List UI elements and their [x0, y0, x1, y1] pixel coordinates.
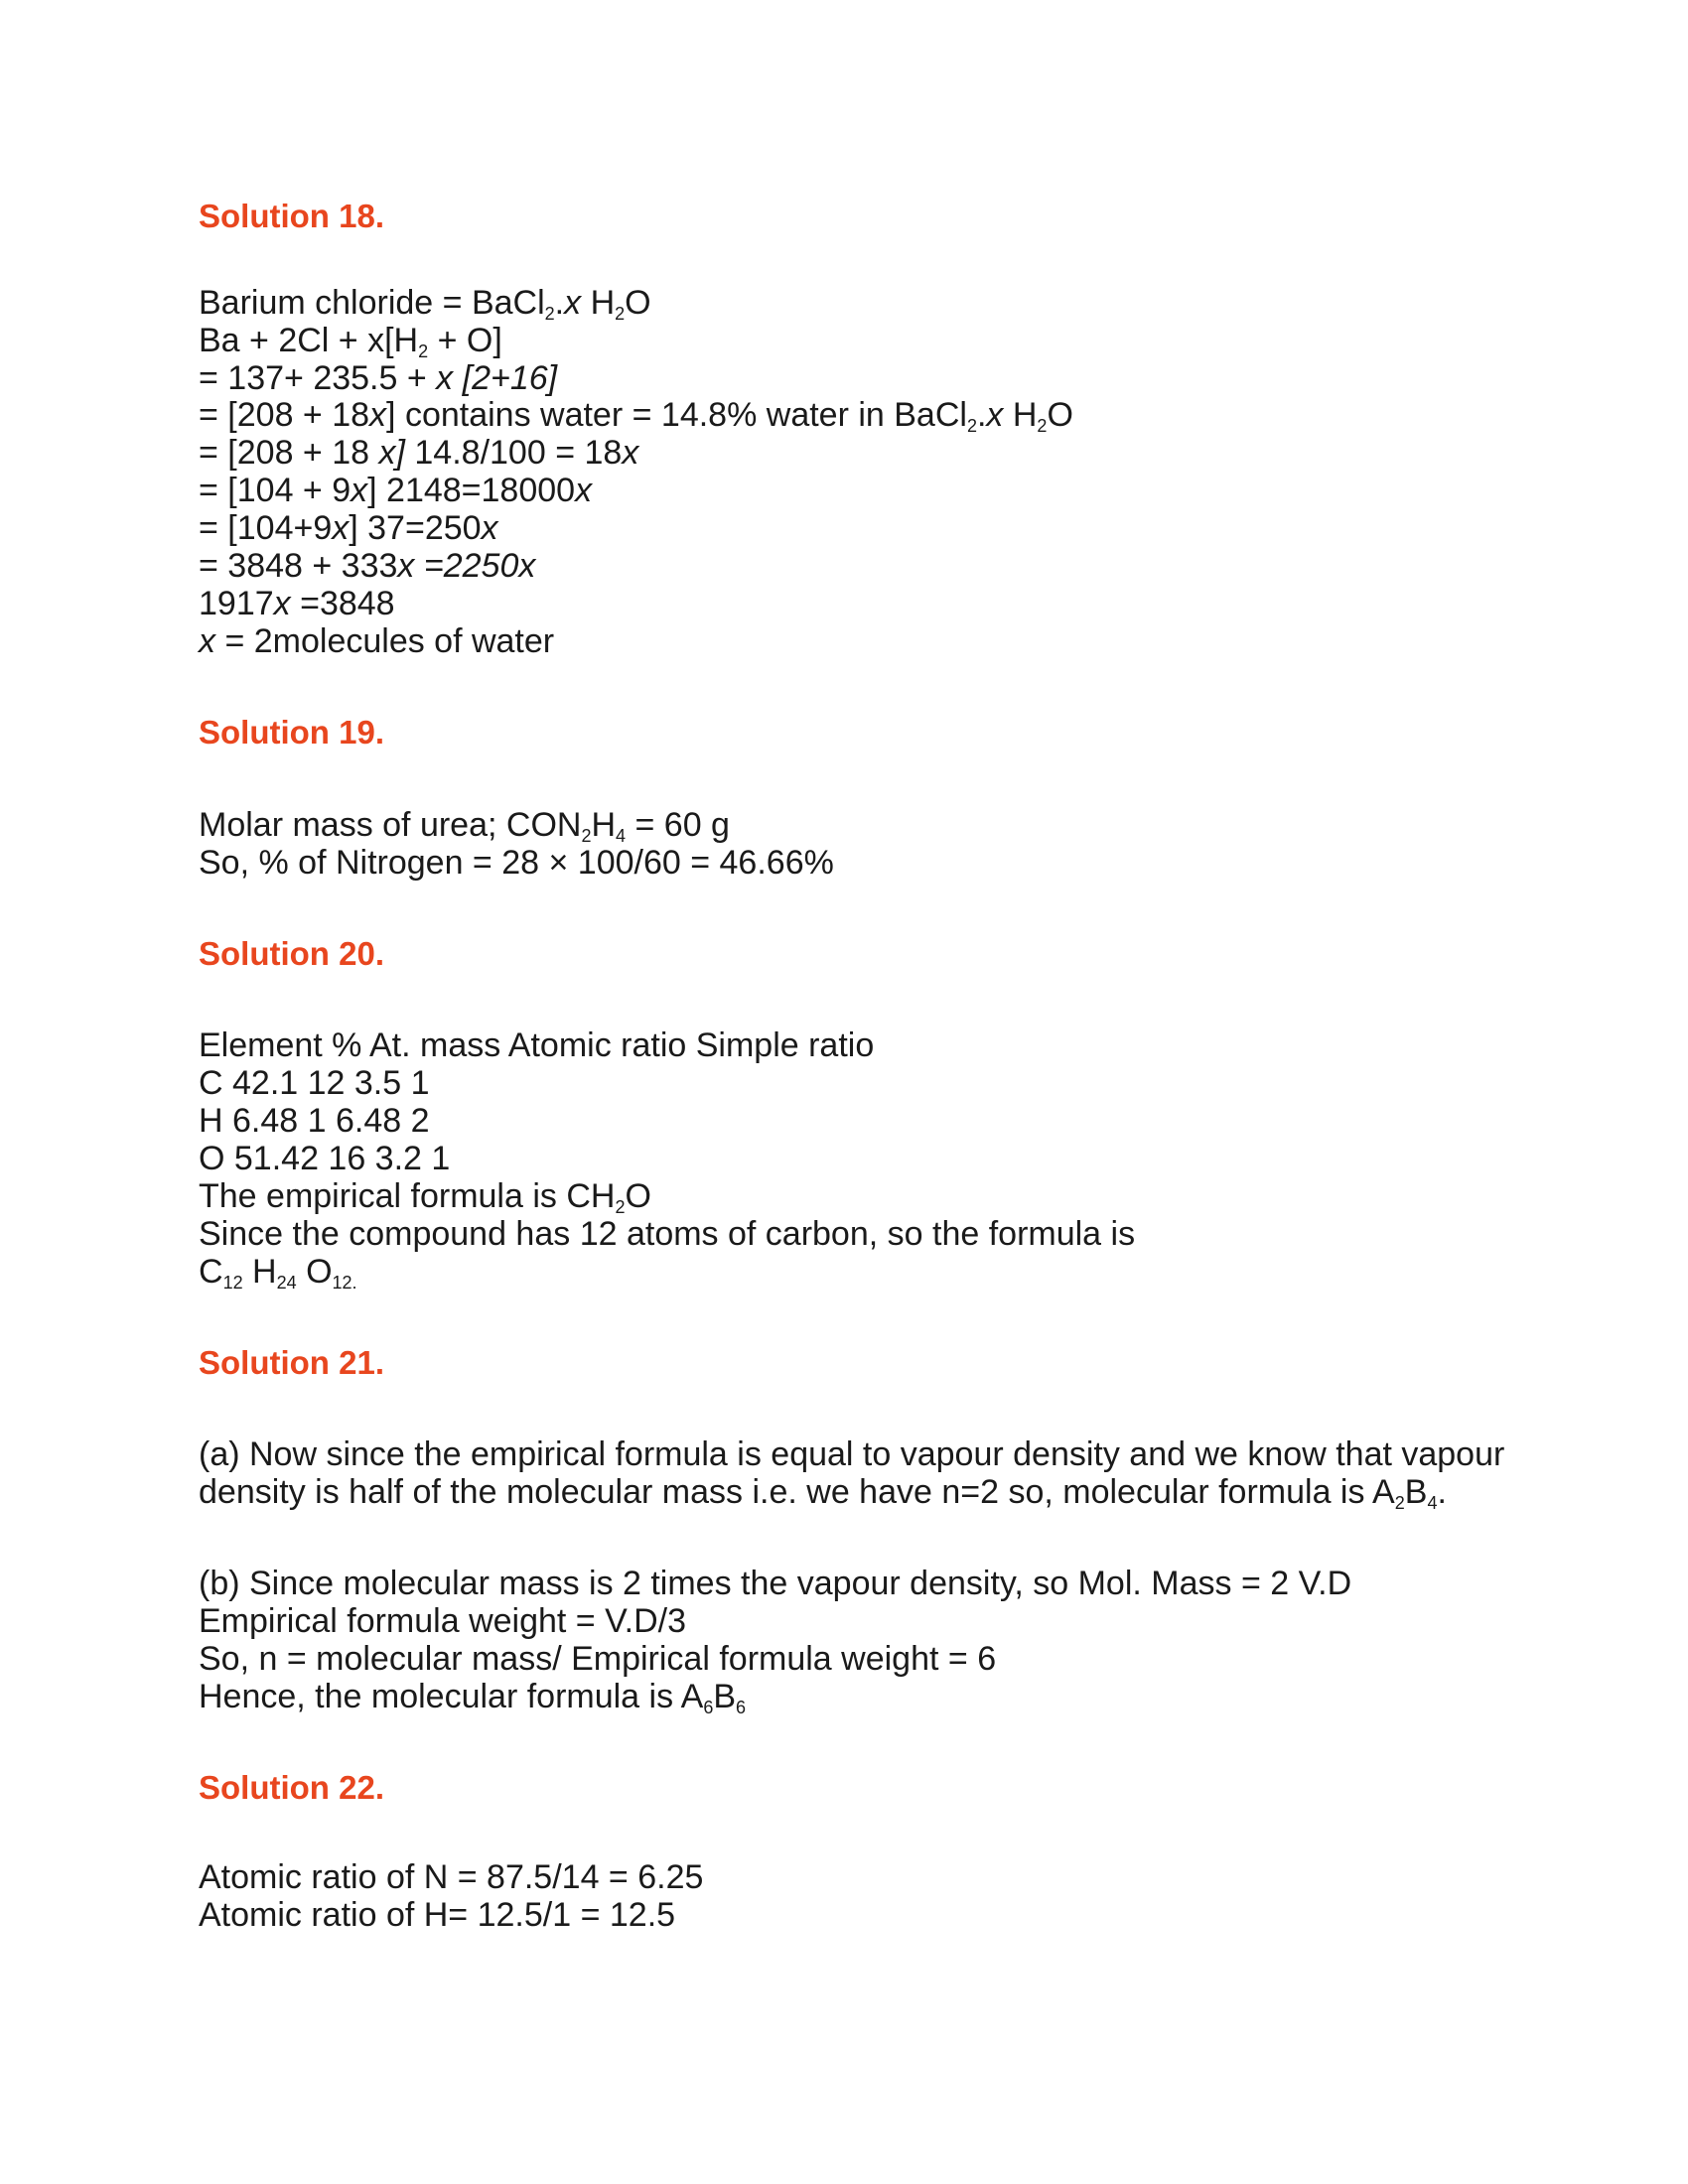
solution-line: (b) Since molecular mass is 2 times the vapour density, so Mol. Mass = 2 V.D: [199, 1565, 1352, 1602]
solution-line: So, n = molecular mass/ Empirical formula weight = 6: [199, 1640, 997, 1678]
solution-line: Molar mass of urea; $CON_2H_4 = 60$ g: [199, 806, 730, 846]
italic-variable: x: [564, 284, 582, 322]
solution-heading: Solution 20.: [199, 935, 385, 972]
subscript: 12.: [332, 1273, 357, 1293]
solution-heading: Solution 22.: [199, 1769, 385, 1806]
solution-line: x = 2molecules of water: [199, 622, 555, 660]
solution-heading: Solution 21.: [199, 1344, 385, 1381]
italic-variable: x: [199, 622, 215, 660]
solution-line: So, % of Nitrogen = 28 × 100/60 = 46.66%: [199, 844, 834, 882]
solution-line: $C_{12}$ $H_{24}$ $O_{12.}$: [199, 1253, 357, 1293]
solution-line: C 42.1 12 3.5 1: [199, 1064, 430, 1102]
subscript: 4: [1427, 1493, 1438, 1513]
subscript: 2: [966, 416, 977, 436]
solution-line: The empirical formula is $CH_2O$: [199, 1177, 651, 1217]
subscript: 2: [544, 304, 555, 324]
italic-variable: x =2250x: [397, 547, 536, 585]
solution-line: H 6.48 1 6.48 2: [199, 1102, 430, 1140]
solution-line: Element % At. mass Atomic ratio Simple ratio: [199, 1026, 875, 1064]
solution-line: Atomic ratio of H= 12.5/1 = 12.5: [199, 1896, 676, 1934]
solution-line: $Ba + 2Cl + x[H_2 + O]$: [199, 322, 502, 361]
solution-line: density is half of the molecular mass i.e. we have n=2 so, molecular formula is $A_2B_4$.: [199, 1473, 1447, 1513]
solution-line: O 51.42 16 3.2 1: [199, 1140, 451, 1177]
italic-variable: x: [622, 434, 639, 472]
subscript: 12: [222, 1273, 243, 1293]
solution-line: = 3848 + 333x =2250x: [199, 547, 536, 585]
italic-variable: x: [332, 509, 350, 547]
solution-heading: Solution 19.: [199, 714, 385, 751]
subscript: 6: [736, 1698, 747, 1717]
solution-line: = [104 + 9x] 2148=18000x: [199, 472, 593, 509]
solution-line: = [104+9x] 37=250x: [199, 509, 498, 547]
subscript: 2: [418, 341, 429, 361]
solution-line: Barium chloride = BaCl$_2$.x $H_2O$: [199, 284, 651, 324]
subscript: 2: [1394, 1493, 1405, 1513]
solution-line: Atomic ratio of N = 87.5/14 = 6.25: [199, 1858, 704, 1896]
solution-line: Hence, the molecular formula is $A_6B_6$: [199, 1678, 747, 1717]
italic-variable: x: [351, 472, 368, 509]
solution-line: = [208 + 18x] contains water = 14.8% water in BaCl$_2$.x $H_2O$: [199, 396, 1073, 436]
solution-line: = [208 + 18 x] 14.8/100 = 18x: [199, 434, 639, 472]
subscript: 2: [1037, 416, 1048, 436]
solution-line: Since the compound has 12 atoms of carbon, so the formula is: [199, 1215, 1136, 1253]
italic-variable: x [2+16]: [436, 359, 558, 397]
subscript: 4: [616, 826, 627, 846]
subscript: 2: [581, 826, 592, 846]
subscript: 24: [276, 1273, 297, 1293]
solution-line: (a) Now since the empirical formula is equal to vapour density and we know that vapour: [199, 1435, 1505, 1473]
solution-line: 1917x =3848: [199, 585, 395, 622]
subscript: 2: [615, 304, 626, 324]
solution-heading: Solution 18.: [199, 198, 385, 234]
italic-variable: x]: [378, 434, 405, 472]
italic-variable: x: [986, 396, 1004, 434]
italic-variable: x: [273, 585, 291, 622]
italic-variable: x: [481, 509, 498, 547]
subscript: 2: [615, 1197, 626, 1217]
solution-line: Empirical formula weight = V.D/3: [199, 1602, 687, 1640]
italic-variable: x: [575, 472, 593, 509]
italic-variable: x: [369, 396, 387, 434]
subscript: 6: [703, 1698, 714, 1717]
solution-line: = 137+ 235.5 + x [2+16]: [199, 359, 558, 397]
